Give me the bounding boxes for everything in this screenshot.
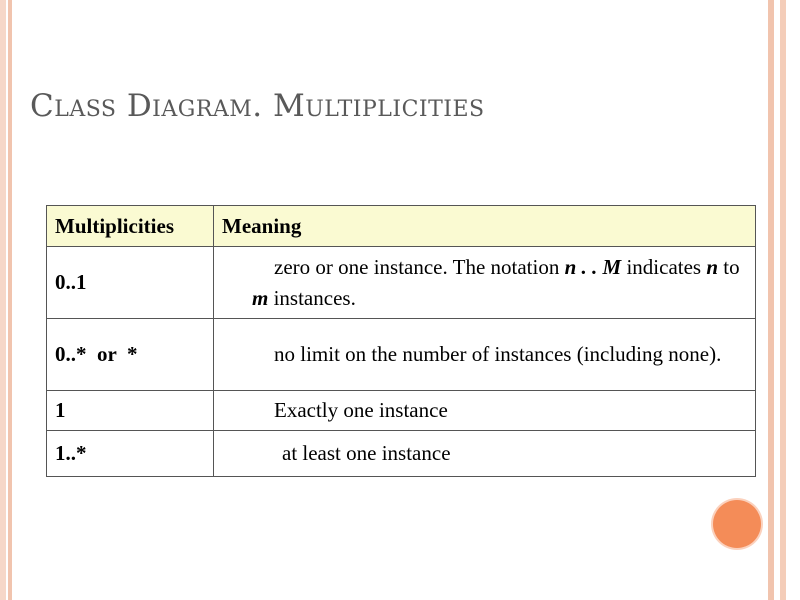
meaning-cell <box>214 247 756 319</box>
meaning-text: to <box>718 254 740 279</box>
table-row <box>47 247 756 319</box>
notation-n-m: n . . M <box>564 254 622 279</box>
left-decorative-border <box>0 0 12 600</box>
meaning-cell: at least one instance <box>214 431 756 477</box>
header-meaning: Meaning <box>214 206 756 247</box>
multiplicities-table-container <box>46 205 756 477</box>
table-header-row <box>47 206 756 247</box>
table-row <box>47 319 756 391</box>
meaning-cell: Exactly one instance <box>214 391 756 431</box>
meaning-text: indicates <box>626 254 707 279</box>
right-decorative-border <box>766 0 800 600</box>
notation-n: n <box>706 254 719 279</box>
meaning-text: zero or one instance. The notation <box>274 254 565 279</box>
multiplicity-cell: 0..1 <box>47 247 214 319</box>
multiplicity-cell: 1 <box>47 391 214 431</box>
slide-title: Class Diagram. Multiplicities <box>30 88 485 124</box>
multiplicities-table <box>46 205 756 477</box>
table-row <box>47 391 756 431</box>
notation-m: m <box>252 285 269 310</box>
multiplicity-cell: 0..* or * <box>47 319 214 391</box>
table-row <box>47 431 756 477</box>
decorative-orange-circle <box>713 500 761 548</box>
meaning-cell: no limit on the number of instances (including none). <box>214 319 756 391</box>
header-multiplicities: Multiplicities <box>47 206 214 247</box>
multiplicity-cell: 1..* <box>47 431 214 477</box>
meaning-text: instances. <box>268 285 356 310</box>
